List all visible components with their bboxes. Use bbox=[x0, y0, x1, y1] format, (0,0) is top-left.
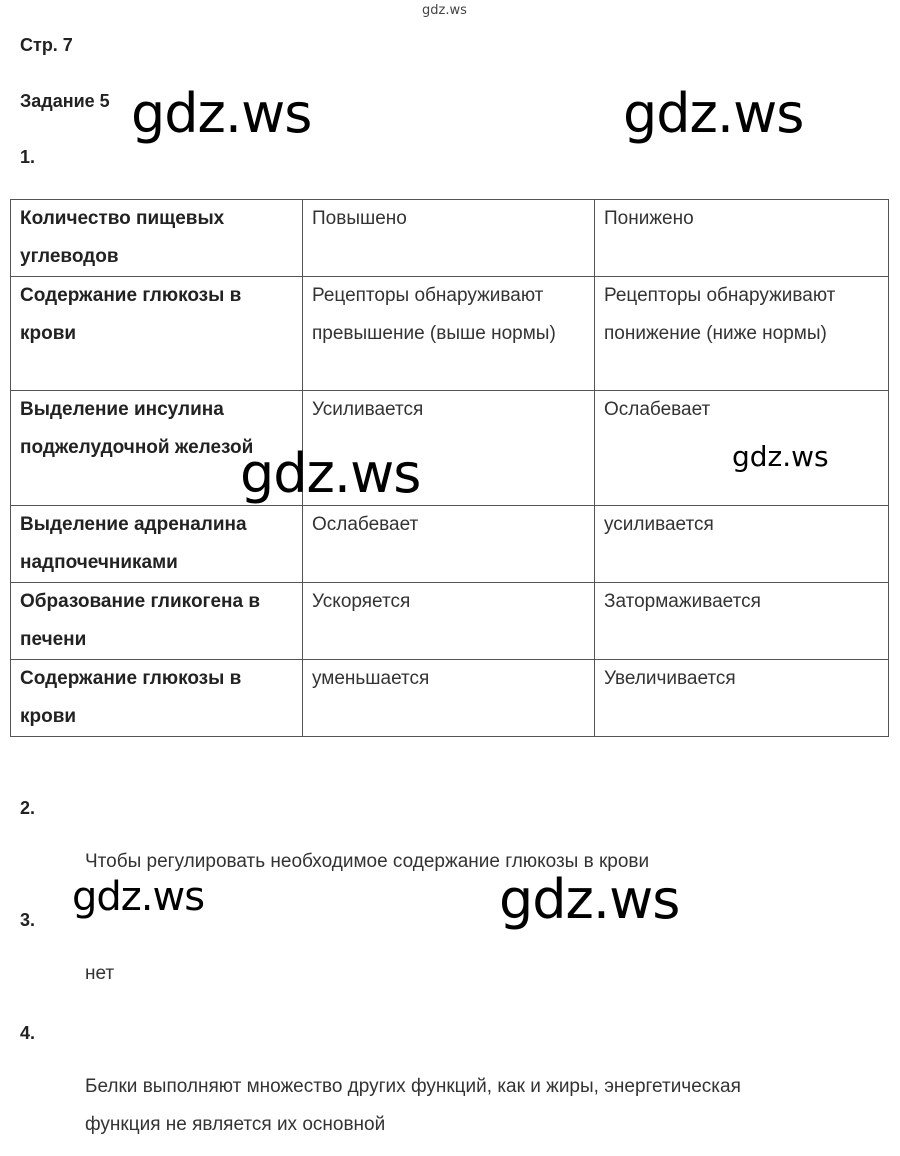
table-cell: уменьшается bbox=[303, 660, 595, 737]
table-row bbox=[11, 506, 889, 583]
table-row bbox=[11, 200, 889, 277]
watermark: gdz.ws bbox=[72, 874, 205, 920]
item-number-1: 1. bbox=[20, 147, 36, 167]
answer-2: Чтобы регулировать необходимое содержание глюкозы в крови bbox=[85, 851, 650, 872]
table-cell: Понижено bbox=[595, 200, 889, 277]
watermark: gdz.ws bbox=[623, 82, 804, 145]
table-cell: Увеличивается bbox=[595, 660, 889, 737]
table-cell: Ускоряется bbox=[303, 583, 595, 660]
item-number-3: 3. bbox=[20, 910, 36, 930]
table-cell: усиливается bbox=[595, 506, 889, 583]
table-row bbox=[11, 660, 889, 737]
watermark: gdz.ws bbox=[499, 868, 680, 931]
table-cell: Выделение адреналина надпочечниками bbox=[11, 506, 303, 583]
answer-4-line-1: Белки выполняют множество других функций, как и жиры, энергетическая bbox=[85, 1076, 741, 1097]
page-label: Стр. 7 bbox=[20, 35, 73, 55]
table-cell: Усиливается bbox=[303, 391, 595, 506]
answer-4-line-2: функция не является их основной bbox=[85, 1114, 386, 1135]
watermark: gdz.ws bbox=[732, 440, 829, 473]
table-row bbox=[11, 277, 889, 391]
item-number-4: 4. bbox=[20, 1023, 36, 1043]
table-cell: Ослабевает bbox=[303, 506, 595, 583]
table-cell: Рецепторы обнаруживают понижение (ниже нормы) bbox=[595, 277, 889, 391]
watermark: gdz.ws bbox=[131, 82, 312, 145]
table-cell: Затормаживается bbox=[595, 583, 889, 660]
table-cell: Повышено bbox=[303, 200, 595, 277]
table-cell: Образование гликогена в печени bbox=[11, 583, 303, 660]
item-number-2: 2. bbox=[20, 798, 36, 818]
table-cell: Рецепторы обнаруживают превышение (выше нормы) bbox=[303, 277, 595, 391]
table-row bbox=[11, 583, 889, 660]
table-cell: Содержание глюкозы в крови bbox=[11, 277, 303, 391]
task-label: Задание 5 bbox=[20, 91, 110, 111]
table-cell: Количество пищевых углеводов bbox=[11, 200, 303, 277]
answer-3: нет bbox=[85, 963, 115, 984]
watermark: gdz.ws bbox=[240, 442, 421, 505]
watermark-top: gdz.ws bbox=[422, 3, 467, 18]
table-cell: Ослабевает bbox=[595, 391, 889, 506]
table-cell: Содержание глюкозы в крови bbox=[11, 660, 303, 737]
table-cell: Выделение инсулина поджелудочной железой bbox=[11, 391, 303, 506]
